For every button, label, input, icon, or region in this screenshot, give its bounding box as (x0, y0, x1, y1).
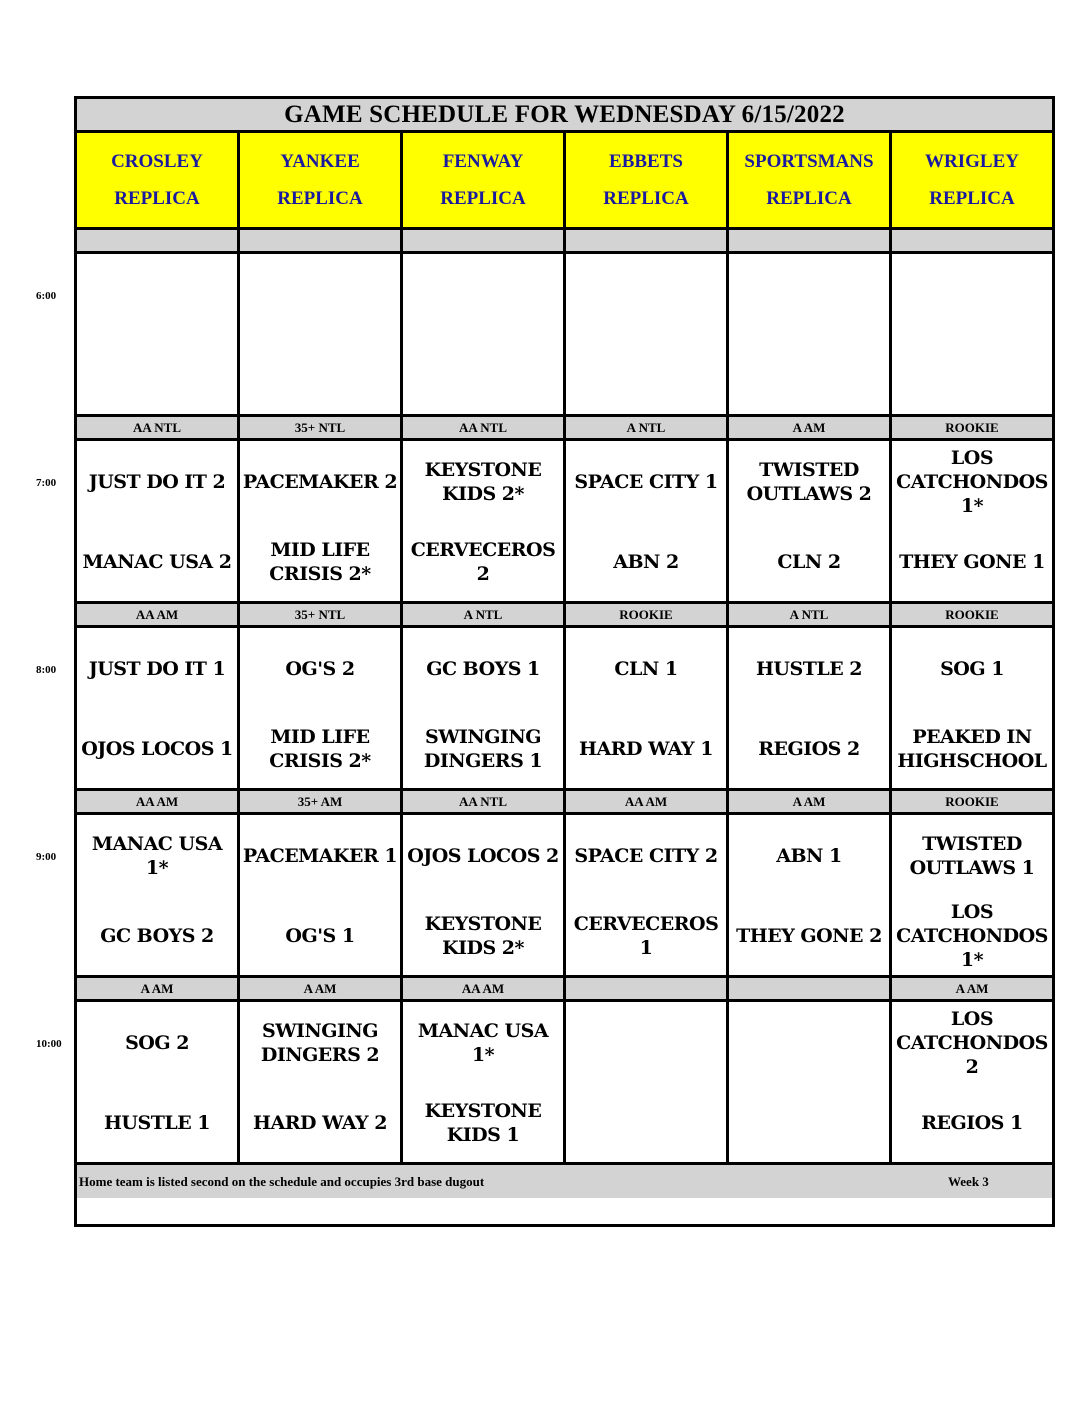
division-row (77, 604, 1052, 628)
division-label: 35+ NTL (240, 417, 403, 438)
away-team: MANAC USA 1* (91, 832, 223, 879)
division-label: AA AM (566, 791, 729, 812)
home-team (568, 1083, 724, 1162)
division-label: ROOKIE (566, 604, 729, 625)
game-cell (566, 815, 729, 975)
division-label (566, 230, 729, 251)
division-label: A AM (892, 978, 1052, 999)
division-label (892, 230, 1052, 251)
away-team: MANAC USA 1* (417, 1019, 549, 1066)
away-team: JUST DO IT 1 (88, 657, 226, 680)
game-cell (240, 254, 403, 414)
home-team: LOS CATCHONDOS 1* (896, 900, 1048, 971)
game-row (77, 254, 1052, 417)
time-label: 7:00 (36, 477, 57, 489)
field-header-ebbets (566, 133, 729, 227)
away-team: TWISTED OUTLAWS 2 (746, 458, 872, 505)
home-team: CERVECEROS 1 (573, 912, 719, 959)
division-row (77, 230, 1052, 254)
home-team (568, 335, 724, 414)
division-label: AA AM (77, 791, 240, 812)
division-label: A AM (77, 978, 240, 999)
division-row (77, 417, 1052, 441)
away-team: SOG 2 (125, 1031, 189, 1054)
away-team: LOS CATCHONDOS 2 (896, 1007, 1048, 1078)
field-name: EBBETS (609, 151, 683, 172)
home-team: KEYSTONE KIDS 2* (424, 912, 542, 959)
away-team: PACEMAKER 1 (242, 844, 398, 867)
away-team (568, 254, 724, 335)
division-label: AA NTL (403, 791, 566, 812)
away-team: LOS CATCHONDOS 1* (896, 446, 1048, 517)
division-label: AA AM (403, 978, 566, 999)
division-label: 35+ AM (240, 791, 403, 812)
game-cell (729, 1002, 892, 1162)
division-label (566, 978, 729, 999)
game-cell (566, 254, 729, 414)
away-team: JUST DO IT 2 (88, 470, 226, 493)
division-label: A NTL (729, 604, 892, 625)
field-name: SPORTSMANS (744, 151, 874, 172)
away-team: HUSTLE 2 (755, 657, 863, 680)
game-row (77, 1002, 1052, 1165)
schedule-footer (77, 1165, 1052, 1198)
division-label (729, 230, 892, 251)
game-cell (892, 815, 1052, 975)
field-subtitle: REPLICA (603, 188, 689, 209)
away-team (894, 254, 1050, 335)
home-team: OJOS LOCOS 1 (81, 737, 233, 760)
home-team (405, 335, 561, 414)
home-team: MANAC USA 2 (82, 550, 232, 573)
field-subtitle: REPLICA (440, 188, 526, 209)
away-team: KEYSTONE KIDS 2* (424, 458, 542, 505)
time-label: 10:00 (36, 1038, 62, 1050)
game-cell (403, 628, 566, 788)
home-team (731, 1083, 887, 1162)
division-row (77, 791, 1052, 815)
away-team: OJOS LOCOS 2 (407, 844, 559, 867)
away-team: OG'S 2 (285, 657, 355, 680)
away-team: SPACE CITY 2 (574, 844, 718, 867)
game-row (77, 628, 1052, 791)
division-label (77, 230, 240, 251)
game-cell (240, 441, 403, 601)
field-header-fenway (403, 133, 566, 227)
away-team: CLN 1 (614, 657, 678, 680)
home-team (79, 335, 235, 414)
away-team: PACEMAKER 2 (242, 470, 398, 493)
home-team (731, 335, 887, 414)
game-cell (892, 1002, 1052, 1162)
field-subtitle: REPLICA (929, 188, 1015, 209)
home-team: CLN 2 (777, 550, 841, 573)
game-cell (403, 441, 566, 601)
home-team (242, 335, 398, 414)
field-subtitle: REPLICA (114, 188, 200, 209)
game-cell (729, 441, 892, 601)
schedule-title: GAME SCHEDULE FOR WEDNESDAY 6/15/2022 (77, 99, 1052, 133)
game-cell (240, 1002, 403, 1162)
game-row (77, 441, 1052, 604)
division-label: A AM (240, 978, 403, 999)
away-team: SPACE CITY 1 (574, 470, 718, 493)
game-cell (892, 441, 1052, 601)
game-cell (403, 815, 566, 975)
division-label (729, 978, 892, 999)
field-subtitle: REPLICA (277, 188, 363, 209)
game-row (77, 815, 1052, 978)
away-team: SOG 1 (940, 657, 1004, 680)
field-header-sportsmans (729, 133, 892, 227)
division-label: A AM (729, 417, 892, 438)
away-team (79, 254, 235, 335)
game-cell (729, 254, 892, 414)
field-name: CROSLEY (111, 151, 203, 172)
field-name: FENWAY (442, 151, 524, 172)
division-label: ROOKIE (892, 604, 1052, 625)
division-label: 35+ NTL (240, 604, 403, 625)
game-cell (77, 815, 240, 975)
division-label: A AM (729, 791, 892, 812)
home-team: HARD WAY 1 (579, 737, 713, 760)
away-team (405, 254, 561, 335)
game-cell (77, 1002, 240, 1162)
game-cell (403, 1002, 566, 1162)
home-team: THEY GONE 2 (736, 924, 882, 947)
field-name: YANKEE (280, 151, 360, 172)
field-header-wrigley (892, 133, 1052, 227)
game-cell (403, 254, 566, 414)
home-team: OG'S 1 (285, 924, 355, 947)
away-team (568, 1002, 724, 1083)
division-label: ROOKIE (892, 417, 1052, 438)
division-label: ROOKIE (892, 791, 1052, 812)
home-team: SWINGING DINGERS 1 (423, 725, 543, 772)
home-team: MID LIFE CRISIS 2* (269, 725, 371, 772)
home-team: KEYSTONE KIDS 1 (424, 1099, 542, 1146)
home-team: PEAKED IN HIGHSCHOOL (897, 725, 1047, 772)
field-name: WRIGLEY (925, 151, 1019, 172)
division-label (403, 230, 566, 251)
home-team: ABN 2 (613, 550, 679, 573)
division-row (77, 978, 1052, 1002)
game-cell (566, 441, 729, 601)
division-label: A NTL (566, 417, 729, 438)
division-label: AA NTL (403, 417, 566, 438)
game-cell (77, 628, 240, 788)
away-team: GC BOYS 1 (426, 657, 540, 680)
division-label: A NTL (403, 604, 566, 625)
home-team: REGIOS 1 (921, 1111, 1023, 1134)
game-cell (729, 815, 892, 975)
away-team: SWINGING DINGERS 2 (260, 1019, 380, 1066)
time-label: 8:00 (36, 664, 57, 676)
time-label: 9:00 (36, 851, 57, 863)
game-cell (892, 254, 1052, 414)
home-team (894, 335, 1050, 414)
home-team: REGIOS 2 (758, 737, 860, 760)
home-team: CERVECEROS 2 (410, 538, 556, 585)
week-label: Week 3 (948, 1173, 989, 1189)
game-cell (729, 628, 892, 788)
home-team: HUSTLE 1 (103, 1111, 211, 1134)
division-label: AA NTL (77, 417, 240, 438)
time-label: 6:00 (36, 290, 57, 302)
game-cell (566, 1002, 729, 1162)
game-cell (892, 628, 1052, 788)
game-cell (566, 628, 729, 788)
division-label (240, 230, 403, 251)
field-header-crosley (77, 133, 240, 227)
game-cell (240, 815, 403, 975)
away-team: TWISTED OUTLAWS 1 (909, 832, 1035, 879)
game-cell (77, 254, 240, 414)
home-team: MID LIFE CRISIS 2* (269, 538, 371, 585)
home-team: GC BOYS 2 (100, 924, 214, 947)
field-header-row (77, 133, 1052, 230)
field-header-yankee (240, 133, 403, 227)
home-team: HARD WAY 2 (253, 1111, 387, 1134)
away-team (731, 1002, 887, 1083)
game-cell (77, 441, 240, 601)
away-team (731, 254, 887, 335)
away-team: ABN 1 (776, 844, 842, 867)
home-team-note: Home team is listed second on the schedule and occupies 3rd base dugout (79, 1173, 485, 1189)
game-cell (240, 628, 403, 788)
away-team (242, 254, 398, 335)
home-team: THEY GONE 1 (899, 550, 1045, 573)
schedule-table (74, 96, 1055, 1227)
division-label: AA AM (77, 604, 240, 625)
field-subtitle: REPLICA (766, 188, 852, 209)
